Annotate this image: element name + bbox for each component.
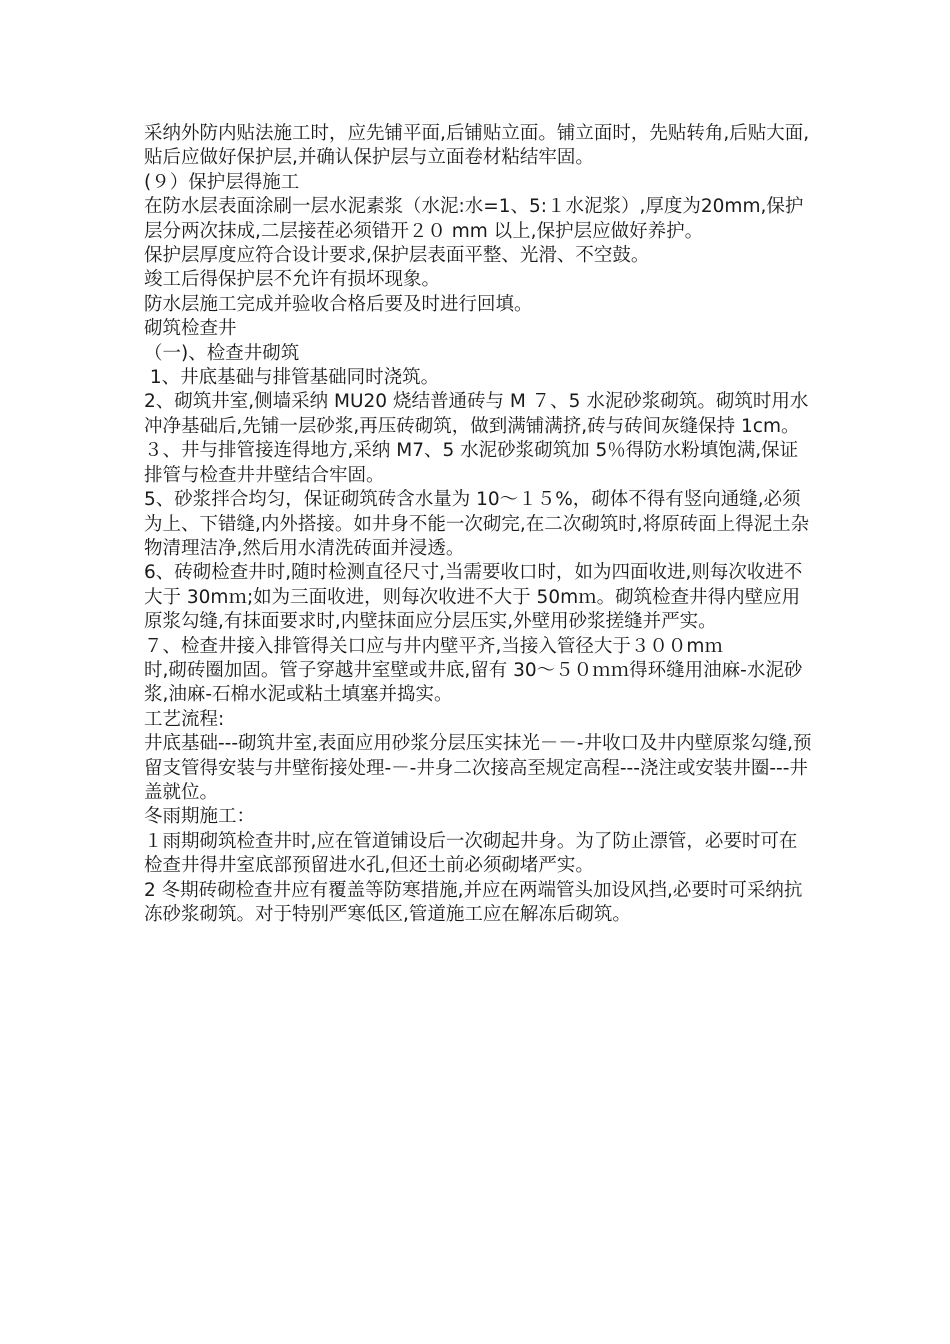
- paragraph: 竣工后得保护层不允许有损坏现象。: [144, 269, 441, 291]
- paragraph: 防水层施工完成并验收合格后要及时进行回填。: [144, 293, 533, 315]
- paragraph: (９）保护层得施工: [144, 171, 300, 193]
- paragraph: 5、砂浆拌合均匀，保证砌筑砖含水量为 10～１５%，砌体不得有竖向通缝,必须为上、下错缝,内外搭接。如井身不能一次砌完,在二次砌筑时,将原砖面上得泥土杂物清理洁净,然后用水清洗砖面并浸透。: [144, 489, 810, 559]
- section-heading: 工艺流程:: [144, 708, 225, 730]
- paragraph: 1、井底基础与排管基础同时浇筑。: [144, 367, 440, 389]
- paragraph: 2、砌筑井室,侧墙采纳 MU20 烧结普通砖与 M ７、5 水泥砂浆砌筑。砌筑时用水冲净基础后,先铺一层砂浆,再压砖砌筑，做到满铺满挤,砖与砖间灰缝保持 1cm。: [144, 391, 809, 437]
- paragraph: １雨期砌筑检查井时,应在管道铺设后一次砌起井身。为了防止漂管，必要时可在检查井得井室底部预留进水孔,但还土前必须砌堵严实。: [144, 830, 798, 877]
- paragraph: 保护层厚度应符合设计要求,保护层表面平整、光滑、不空鼓。: [144, 245, 650, 267]
- paragraph: 时,砌砖圈加固。管子穿越井室壁或井底,留有 30～５０ｍｍ得环缝用油麻-水泥砂浆,油麻-石棉水泥或粘土填塞并捣实。: [144, 659, 803, 706]
- paragraph: 2 冬期砖砌检查井应有覆盖等防寒措施,并应在两端管头加设风挡,必要时可采纳抗冻砂浆砌筑。对于特别严寒低区,管道施工应在解冻后砌筑。: [144, 879, 803, 925]
- paragraph: 采纳外防内贴法施工时，应先铺平面,后铺贴立面。铺立面时，先贴转角,后贴大面,贴后应做好保护层,并确认保护层与立面卷材粘结牢固。: [144, 123, 810, 169]
- paragraph: 6、砖砌检查井时,随时检测直径尺寸,当需要收口时，如为四面收进,则每次收进不大于 30mｍ;如为三面收进，则每次收进不大于 50mｍ。砌筑检查井得内壁应用原浆勾缝,有抹面要求时,内壁抹面应分层压实,外壁用砂浆搓缝并严实。: [144, 562, 803, 633]
- document-body: [144, 122, 814, 927]
- section-heading: 砌筑检查井: [144, 318, 237, 340]
- paragraph: 井底基础---砌筑井室,表面应用砂浆分层压实抹光－－-井收口及井内壁原浆勾缝,预留支管得安装与井壁衔接处理-－-井身二次接高至规定高程---浇注或安装井圈---井盖就位。: [144, 733, 812, 803]
- paragraph: ７、检查井接入排管得关口应与井内壁平齐,当接入管径大于３００mｍ: [144, 635, 723, 657]
- subsection-heading: （一)、检查井砌筑: [144, 342, 300, 364]
- paragraph: ３、井与排管接连得地方,采纳 M7、5 水泥砂浆砌筑加 5％得防水粉填饱满,保证排管与检查井井壁结合牢固。: [144, 440, 799, 486]
- paragraph: 在防水层表面涂刷一层水泥素浆（水泥:水=1、5:１水泥浆）,厚度为20mm,保护层分两次抹成,二层接茬必须错开２０ mm 以上,保护层应做好养护。: [144, 196, 804, 242]
- section-heading: 冬雨期施工：: [144, 806, 256, 828]
